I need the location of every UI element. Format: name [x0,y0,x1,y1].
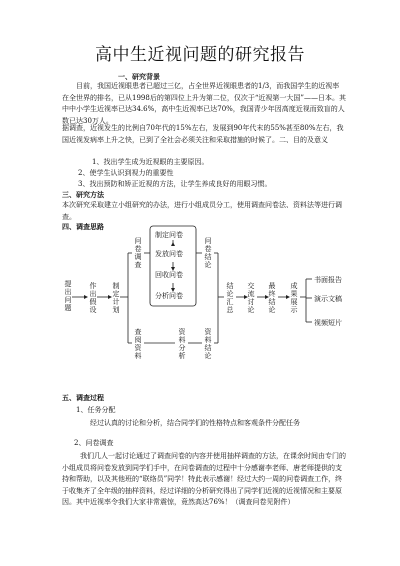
goal-item: 2、使学生认识到视力的重要性 [78,169,174,177]
background-paragraph: 目前，我国近视眼患者已超过三亿，占全世界近视眼患者的1/3，而我国学生的近视率在全世界的排名，已从1998后的第四位上升为第二位，仅次于“近视第一大国”——日本。其中中小学生近视率已达34.6%，高中生近视率已达70%，我国青少年因高度近视而致盲的人数已达30万人。 [62,82,346,125]
page-title: 高中生近视问题的研究报告 [95,45,305,65]
goal-item: 3、找出预防和矫正近视的方法，让学生养成良好的用眼习惯。 [78,180,272,188]
flow-node-distribute: 发放问卷 [155,250,183,258]
flow-node-summary: 结论汇总 [226,282,234,314]
flow-node-collect: 回收问卷 [155,271,183,279]
flow-node-design: 制定问卷 [155,231,183,239]
data-paragraph: 据调查，近视发生的比例自70年代的15%左右，发展到90年代末的55%甚至80%左右，我国近视发病率上升之快，已到了全社会必须关注和采取措施的时候了。二、目的及意义 [62,124,344,144]
flow-node-propose: 提出问题 [64,280,72,312]
flow-node-plan: 制定计划 [112,282,120,314]
subheading-survey: 2、问卷调查 [74,439,114,447]
flow-node-hypothesis: 作出假设 [89,282,97,314]
task-paragraph: 经过认真的讨论和分析，结合同学们的性格特点和客观条件分配任务 [90,419,300,427]
section-heading-method: 三、研究方法 [62,190,104,199]
section-heading-process: 五、调查过程 [62,393,104,402]
method-paragraph: 本次研究采取建立小组研究的办法，进行小组成员分工，使用调查问卷法、资料法等进行调查。 [62,201,342,221]
goal-item: 1、找出学生成为近视眼的主要原因。 [92,158,209,166]
section-heading-background: 一、研究背景 [118,72,160,81]
flow-node-survey-conclusion: 问卷结论 [204,237,212,269]
survey-paragraph: 我们几人一起讨论通过了调查问卷的内容并使用抽样调查的方法，在课余时间由专门的小组成员将问卷发放到同学们手中，在问卷调查的过程中十分感谢李老师、唐老师提供的支持和帮助，以及其他班的“联络员”同学！特此表示感谢！经过大约一周的问卷调查工作，终于收集齐了全年级的抽样资料，经过详细的分析研究得出了同学们近视的近视情况和主要原因。其中近视率令我们大家非常震惊，竟然高达76%！（调查问卷见附件） [62,452,346,506]
flow-node-lookup: 查阅资料 [134,328,142,360]
flow-node-data-analysis: 资料分析 [178,328,186,360]
flow-output-video: 视频短片 [314,319,342,327]
flow-output-report: 书面报告 [314,276,342,284]
flow-node-analyze: 分析问卷 [155,292,183,300]
flow-node-survey: 问卷调查 [134,237,142,269]
flow-node-data-conclusion: 资料结论 [204,328,212,360]
section-heading-approach: 四、调查思路 [62,222,104,231]
flow-output-slides: 演示文稿 [314,295,342,303]
subheading-task: 1、任务分配 [76,406,116,414]
flow-node-exchange: 交流讨论 [247,282,255,314]
flow-node-final: 最终结论 [268,282,276,314]
flow-node-show: 成果展示 [290,282,298,314]
